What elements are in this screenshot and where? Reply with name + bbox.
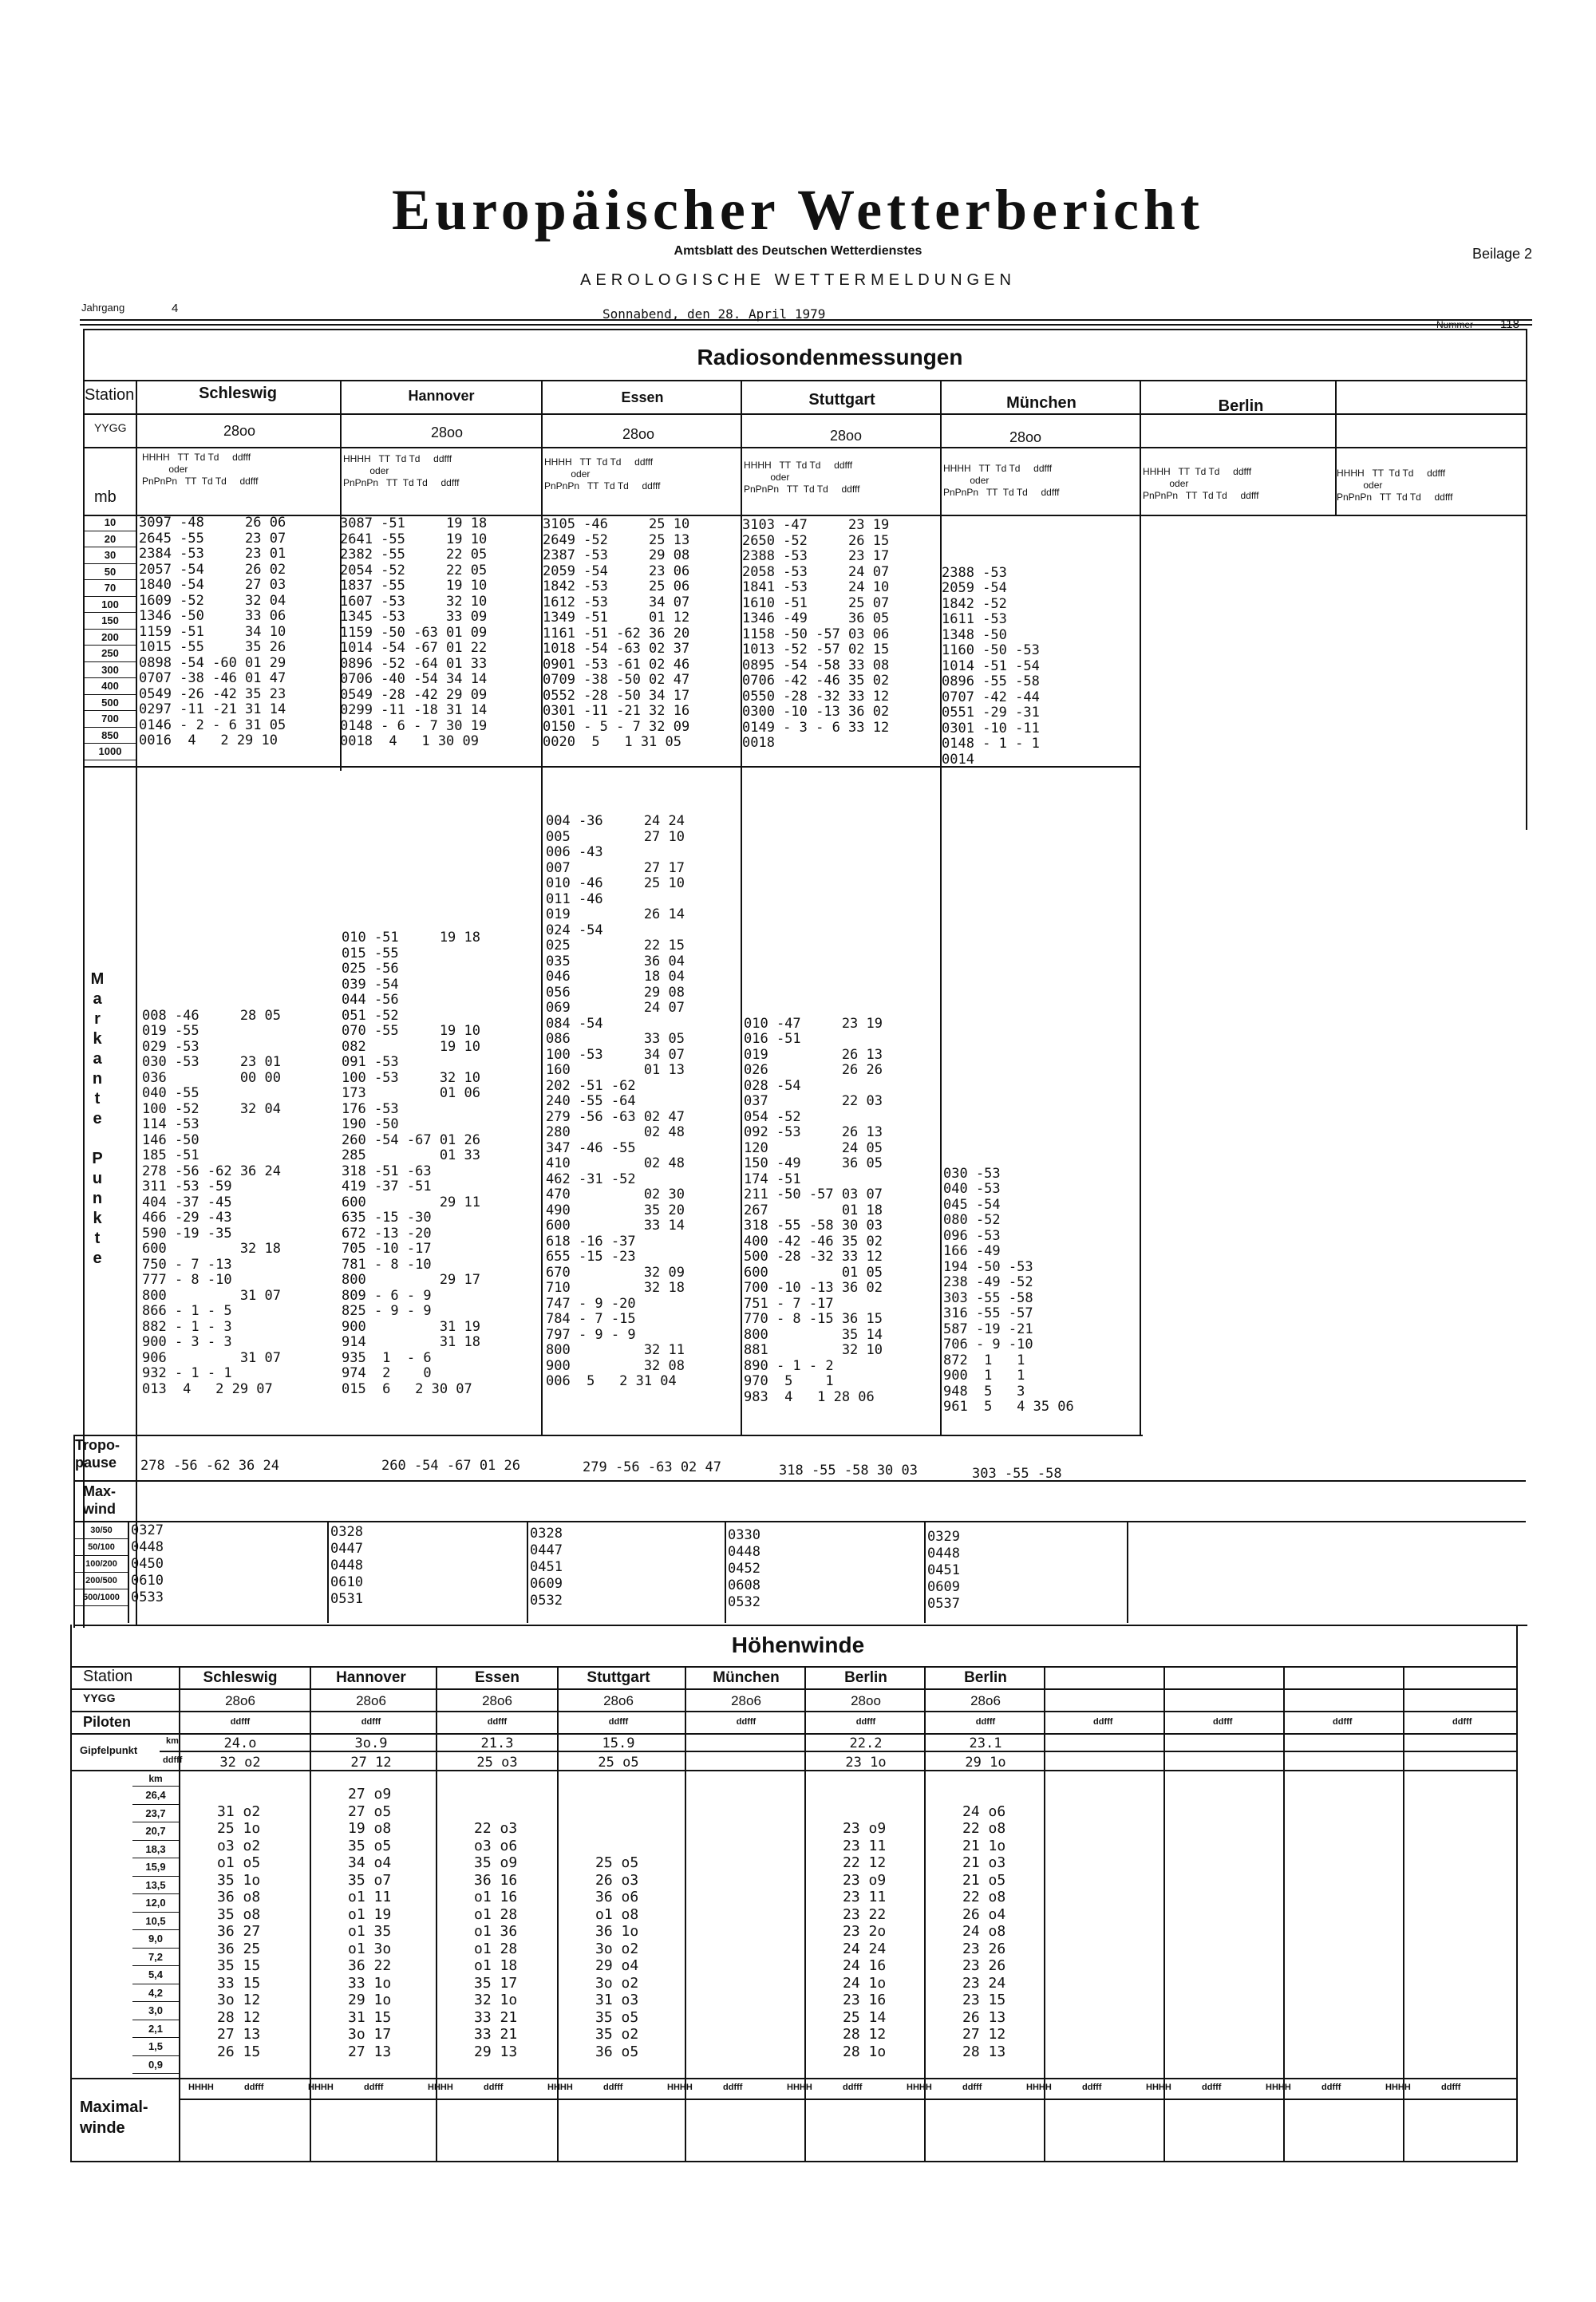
- max-hhhh-header: HHHH: [907, 2083, 932, 2092]
- gipfel-km: 21.3: [480, 1735, 514, 1751]
- km-level: 3,0: [132, 2002, 179, 2020]
- markante-punkte-label: M a r k a n t e P u n k t e: [90, 970, 106, 1267]
- km-level: 18,3: [132, 1841, 179, 1859]
- wind-column: 25 o5 26 o3 36 o6 o1 o8 36 1o 3o o2 29 o4 3o o2 31 o3 35 o5 35 o2 36 o5: [595, 1854, 639, 2060]
- km-level: 0,9: [132, 2056, 179, 2075]
- pressure-levels: [85, 515, 136, 760]
- gipfel-km: 23.1: [969, 1735, 1002, 1751]
- max-ddfff-header: ddfff: [364, 2083, 384, 2092]
- wind-ddfff-header: ddfff: [1333, 1717, 1353, 1727]
- station-stuttgart: Stuttgart: [808, 391, 875, 409]
- jahrgang-value: 4: [172, 302, 179, 315]
- issue-date: Sonnabend, den 28. April 1979: [602, 306, 826, 322]
- layer: 50/100: [75, 1539, 128, 1556]
- max-ddfff-header: ddfff: [484, 2083, 504, 2092]
- level: 850: [85, 728, 136, 744]
- wind-ddfff-header: ddfff: [1213, 1717, 1233, 1727]
- tropo-schleswig: 278 -56 -62 36 24: [140, 1458, 279, 1474]
- wind-yygg: 28o6: [356, 1693, 386, 1708]
- max-hhhh-header: HHHH: [1146, 2083, 1171, 2092]
- gipfel-ddfff: 25 o3: [476, 1755, 518, 1771]
- standard-levels-hannover: 3087 -51 19 18 2641 -55 19 10 2382 -55 22 05 2054 -52 22 05 1837 -55 19 10 1607 -53 32 10 1345 -53 33 09 1159 -50 -63 01 09 1014 -54 -67 01 22 0896 -52 -64 01 33 0706 -40 -54 34 14 0549 -28 -42 29 09 0299 -11 -18 31 14 0148 - 6 - 7 30 19 0018 4 1 30 09: [340, 515, 488, 749]
- wind-ddfff-header: ddfff: [1093, 1717, 1113, 1727]
- wind-station-name: Schleswig: [203, 1669, 278, 1686]
- wind-station-name: Stuttgart: [587, 1669, 650, 1686]
- station-schleswig: Schleswig: [199, 385, 277, 402]
- gipfel-km: 22.2: [849, 1735, 883, 1751]
- level: 10: [85, 515, 136, 531]
- km-level: 26,4: [132, 1787, 179, 1805]
- layer: 200/500: [75, 1573, 128, 1589]
- colhead-essen: HHHH TT Td Td ddfff oder PnPnPn TT Td Td ddfff: [544, 456, 661, 492]
- max-hhhh-header: HHHH: [1385, 2083, 1411, 2092]
- max-hhhh-header: HHHH: [787, 2083, 812, 2092]
- level: 300: [85, 662, 136, 679]
- wind-ddfff-header: ddfff: [736, 1717, 757, 1727]
- wind-ddfff-header: ddfff: [1452, 1717, 1472, 1727]
- tropopause-label: Tropo- pause: [75, 1437, 120, 1471]
- km-levels: [132, 1771, 180, 2074]
- layer-labels: [75, 1522, 128, 1606]
- header-rule-2: [80, 324, 1532, 326]
- wind-ddfff-header: ddfff: [487, 1717, 508, 1727]
- km-level-header: km: [132, 1771, 179, 1787]
- layer-muenchen: 0329 0448 0451 0609 0537: [927, 1529, 960, 1612]
- page-title: Europäischer Wetterbericht: [392, 178, 1204, 242]
- series-title: AEROLOGISCHE WETTERMELDUNGEN: [580, 271, 1016, 289]
- wind-yygg: 28oo: [851, 1693, 881, 1708]
- level: 400: [85, 678, 136, 695]
- km-level: 23,7: [132, 1805, 179, 1823]
- km-level: 9,0: [132, 1930, 179, 1949]
- yygg-stuttgart: 28oo: [830, 428, 863, 444]
- radiosonde-title: Radiosondenmessungen: [697, 345, 963, 369]
- yygg-label: YYGG: [94, 421, 127, 434]
- markante-stuttgart: 010 -47 23 19 016 -51 019 26 13 026 26 26 028 -54 037 22 03 054 -52 092 -53 26 13 120 24 05 150 -49 36 05 174 -51 211 -50 -57 03 07 267 01 18 318 -55 -58 30 03 400 -42 -46 35 02 500 -28 -32 33 12 600 01 05 700 -10 -13 36 02 751 - 7 -17 770 - 8 -15 36 15 800 35 14 881 32 10 890 - 1 - 2 970 5 1 983 4 1 28 06: [744, 1015, 883, 1405]
- layer-hannover: 0328 0447 0448 0610 0531: [330, 1524, 363, 1607]
- station-berlin: Berlin: [1218, 397, 1264, 415]
- wind-yygg: 28o6: [482, 1693, 512, 1708]
- header-rule: [80, 319, 1532, 321]
- wind-column: 24 o6 22 o8 21 1o 21 o3 21 o5 22 o8 26 o4 24 o8 23 26 23 26 23 24 23 15 26 13 27 12 28 13: [962, 1803, 1006, 2060]
- yygg-schleswig: 28oo: [223, 423, 256, 439]
- wind-column: 27 o9 27 o5 19 o8 35 o5 34 o4 35 o7 o1 11 o1 19 o1 35 o1 3o 36 22 33 1o 29 1o 31 15 3o 17 27 13: [348, 1786, 392, 2060]
- colhead-stuttgart: HHHH TT Td Td ddfff oder PnPnPn TT Td Td ddfff: [744, 460, 860, 495]
- km-level: 1,5: [132, 2038, 179, 2056]
- tropo-hannover: 260 -54 -67 01 26: [381, 1458, 520, 1474]
- layer-schleswig: 0327 0448 0450 0610 0533: [131, 1522, 164, 1605]
- layer: 30/50: [75, 1522, 128, 1539]
- markante-muenchen: 030 -53 040 -53 045 -54 080 -52 096 -53 166 -49 194 -50 -53 238 -49 -52 303 -55 -58 316 -55 -57 587 -19 -21 706 - 9 -10 872 1 1 900 1 1 948 5 3 961 5 4 35 06: [943, 1165, 1074, 1415]
- max-hhhh-header: HHHH: [428, 2083, 453, 2092]
- gipfel-ddfff: 29 1o: [965, 1755, 1006, 1771]
- colhead-berlin-1: HHHH TT Td Td ddfff oder PnPnPn TT Td Td ddfff: [1143, 466, 1259, 501]
- gipfel-ddfff: 25 o5: [598, 1755, 639, 1771]
- max-ddfff-header: ddfff: [723, 2083, 743, 2092]
- markante-hannover: 010 -51 19 18 015 -55 025 -56 039 -54 044 -56 051 -52 070 -55 19 10 082 19 10 091 -53 100 -53 32 10 173 01 06 176 -53 190 -50 260 -54 -67 01 26 285 01 33 318 -51 -63 419 -37 -51 600 29 11 635 -15 -30 672 -13 -20 705 -10 -17 781 - 8 -10 800 29 17 809 - 6 - 9 825 - 9 - 9 900 31 19 914 31 18 935 1 - 6 974 2 0 015 6 2 30 07: [342, 930, 480, 1397]
- tropo-muenchen: 303 -55 -58: [972, 1466, 1062, 1482]
- colhead-schleswig: HHHH TT Td Td ddfff oder PnPnPn TT Td Td ddfff: [142, 452, 259, 487]
- station-hannover: Hannover: [408, 388, 475, 404]
- colhead-hannover: HHHH TT Td Td ddfff oder PnPnPn TT Td Td ddfff: [343, 453, 460, 488]
- wind-station-name: Berlin: [844, 1669, 887, 1686]
- max-hhhh-header: HHHH: [188, 2083, 214, 2092]
- level: 100: [85, 597, 136, 614]
- wind-column: 23 o9 23 11 22 12 23 o9 23 11 23 22 23 2o 24 24 24 16 24 1o 23 16 25 14 28 12 28 1o: [843, 1820, 887, 2060]
- max-hhhh-header: HHHH: [1026, 2083, 1052, 2092]
- maximalwinde-label: Maximal- winde: [80, 2099, 148, 2137]
- maxwind-label: Max- wind: [83, 1483, 117, 1517]
- colhead-berlin-2: HHHH TT Td Td ddfff oder PnPnPn TT Td Td ddfff: [1337, 468, 1453, 503]
- piloten-label: Piloten: [83, 1714, 132, 1730]
- wind-ddfff-header: ddfff: [855, 1717, 876, 1727]
- max-ddfff-header: ddfff: [244, 2083, 264, 2092]
- level: 1000: [85, 744, 136, 760]
- wind-ddfff-header: ddfff: [608, 1717, 629, 1727]
- level: 20: [85, 531, 136, 548]
- layer: 500/1000: [75, 1589, 128, 1606]
- publisher-subtitle: Amtsblatt des Deutschen Wetterdienstes: [674, 244, 922, 258]
- level: 150: [85, 613, 136, 630]
- km-level: 5,4: [132, 1966, 179, 1984]
- wind-yygg: 28o6: [225, 1693, 255, 1708]
- gipfel-ddfff: 23 1o: [845, 1755, 887, 1771]
- wind-yygg-label: YYGG: [83, 1692, 116, 1704]
- markante-schleswig: 008 -46 28 05 019 -55 029 -53 030 -53 23 01 036 00 00 040 -55 100 -52 32 04 114 -53 146 -50 185 -51 278 -56 -62 36 24 311 -53 -59 404 -37 -45 466 -29 -43 590 -19 -35 600 32 18 750 - 7 -13 777 - 8 -10 800 31 07 866 - 1 - 5 882 - 1 - 3 900 - 3 - 3 906 31 07 932 - 1 - 1 013 4 2 29 07: [142, 1007, 281, 1397]
- km-level: 2,1: [132, 2020, 179, 2039]
- level: 200: [85, 630, 136, 646]
- markante-essen: 004 -36 24 24 005 27 10 006 -43 007 27 17 010 -46 25 10 011 -46 019 26 14 024 -54 025 22 15 035 36 04 046 18 04 056 29 08 069 24 07 084 -54 086 33 05 100 -53 34 07 160 01 13 202 -51 -62 240 -55 -64 279 -56 -63 02 47 280 02 48 347 -46 -55 410 02 48 462 -31 -52 470 02 30 490 35 20 600 33 14 618 -16 -37 655 -15 -23 670 32 09 710 32 18 747 - 9 -20 784 - 7 -15 797 - 9 - 9 800 32 11 900 32 08 006 5 2 31 04: [546, 813, 685, 1389]
- tropo-stuttgart: 318 -55 -58 30 03: [779, 1463, 918, 1479]
- wind-column: 31 o2 25 1o o3 o2 o1 o5 35 1o 36 o8 35 o8 36 27 36 25 35 15 33 15 3o 12 28 12 27 13 26 15: [217, 1803, 261, 2060]
- gipfel-ddfff-label: ddfff: [163, 1755, 183, 1765]
- colhead-muenchen: HHHH TT Td Td ddfff oder PnPnPn TT Td Td ddfff: [943, 463, 1060, 498]
- nummer-label: Nummer: [1436, 319, 1474, 330]
- km-level: 4,2: [132, 1984, 179, 2003]
- layer-stuttgart: 0330 0448 0452 0608 0532: [728, 1527, 760, 1610]
- km-level: 10,5: [132, 1913, 179, 1931]
- level: 700: [85, 711, 136, 728]
- station-label: Station: [85, 386, 135, 404]
- layer: 100/200: [75, 1556, 128, 1573]
- wind-station-name: München: [713, 1669, 780, 1686]
- yygg-essen: 28oo: [622, 426, 655, 442]
- tropo-essen: 279 -56 -63 02 47: [583, 1459, 721, 1475]
- km-level: 15,9: [132, 1858, 179, 1877]
- level: 250: [85, 646, 136, 662]
- gipfel-km-label: km: [166, 1736, 179, 1746]
- wind-ddfff-header: ddfff: [975, 1717, 996, 1727]
- km-level: 20,7: [132, 1822, 179, 1841]
- supplement-label: Beilage 2: [1472, 246, 1532, 262]
- gipfelpunkt-label: Gipfelpunkt: [80, 1744, 138, 1756]
- standard-levels-schleswig: 3097 -48 26 06 2645 -55 23 07 2384 -53 23 01 2057 -54 26 02 1840 -54 27 03 1609 -52 32 04 1346 -50 33 06 1159 -51 34 10 1015 -55 35 26 0898 -54 -60 01 29 0707 -38 -46 01 47 0549 -26 -42 35 23 0297 -11 -21 31 14 0146 - 2 - 6 31 05 0016 4 2 29 10: [139, 515, 286, 748]
- yygg-hannover: 28oo: [431, 424, 464, 440]
- standard-levels-muenchen: 2388 -53 2059 -54 1842 -52 1611 -53 1348 -50 1160 -50 -53 1014 -51 -54 0896 -55 -58 0707 -42 -44 0551 -29 -31 0301 -10 -11 0148 - 1 - 1 0014: [942, 564, 1040, 768]
- standard-levels-stuttgart: 3103 -47 23 19 2650 -52 26 15 2388 -53 23 17 2058 -53 24 07 1841 -53 24 10 1610 -51 25 07 1346 -49 36 05 1158 -50 -57 03 06 1013 -52 -57 02 15 0895 -54 -58 33 08 0706 -42 -46 35 02 0550 -28 -32 33 12 0300 -10 -13 36 02 0149 - 3 - 6 33 12 0018: [742, 517, 890, 751]
- gipfel-km: 15.9: [602, 1735, 635, 1751]
- max-ddfff-header: ddfff: [1321, 2083, 1341, 2092]
- yygg-muenchen: 28oo: [1009, 429, 1042, 445]
- gipfel-ddfff: 27 12: [350, 1755, 392, 1771]
- gipfel-km: 3o.9: [354, 1735, 388, 1751]
- wind-ddfff-header: ddfff: [230, 1717, 251, 1727]
- wind-column: 22 o3 o3 o6 35 o9 36 16 o1 16 o1 28 o1 36 o1 28 o1 18 35 17 32 1o 33 21 33 21 29 13: [474, 1820, 518, 2060]
- wind-station-name: Essen: [475, 1669, 519, 1686]
- max-ddfff-header: ddfff: [1202, 2083, 1222, 2092]
- max-ddfff-header: ddfff: [1441, 2083, 1461, 2092]
- max-ddfff-header: ddfff: [603, 2083, 623, 2092]
- wind-yygg: 28o6: [970, 1693, 1001, 1708]
- gipfel-ddfff: 32 o2: [219, 1755, 261, 1771]
- mb-label: mb: [94, 488, 117, 506]
- station-essen: Essen: [621, 389, 664, 405]
- wind-station-name: Berlin: [964, 1669, 1007, 1686]
- max-ddfff-header: ddfff: [843, 2083, 863, 2092]
- level: 500: [85, 695, 136, 712]
- max-ddfff-header: ddfff: [962, 2083, 982, 2092]
- jahrgang-label: Jahrgang: [81, 302, 125, 314]
- level: 30: [85, 547, 136, 564]
- standard-levels-essen: 3105 -46 25 10 2649 -52 25 13 2387 -53 29 08 2059 -54 23 06 1842 -53 25 06 1612 -53 34 07 1349 -51 01 12 1161 -51 -62 36 20 1018 -54 -63 02 37 0901 -53 -61 02 46 0709 -38 -50 02 47 0552 -28 -50 34 17 0301 -11 -21 32 16 0150 - 5 - 7 32 09 0020 5 1 31 05: [543, 516, 690, 750]
- km-level: 12,0: [132, 1894, 179, 1913]
- nummer-value: 118: [1500, 318, 1519, 331]
- max-hhhh-header: HHHH: [308, 2083, 334, 2092]
- max-hhhh-header: HHHH: [667, 2083, 693, 2092]
- km-level: 7,2: [132, 1949, 179, 1967]
- max-hhhh-header: HHHH: [547, 2083, 573, 2092]
- wind-station-name: Hannover: [336, 1669, 406, 1686]
- station-muenchen: München: [1006, 394, 1077, 412]
- max-hhhh-header: HHHH: [1266, 2083, 1291, 2092]
- wind-yygg: 28o6: [731, 1693, 761, 1708]
- wind-ddfff-header: ddfff: [361, 1717, 381, 1727]
- level: 50: [85, 564, 136, 581]
- km-level: 13,5: [132, 1877, 179, 1895]
- wind-yygg: 28o6: [603, 1693, 634, 1708]
- wind-station-label: Station: [83, 1668, 133, 1685]
- level: 70: [85, 580, 136, 597]
- max-ddfff-header: ddfff: [1082, 2083, 1102, 2092]
- hoehenwinde-title: Höhenwinde: [731, 1633, 865, 1657]
- layer-essen: 0328 0447 0451 0609 0532: [530, 1526, 563, 1609]
- gipfel-km: 24.o: [223, 1735, 257, 1751]
